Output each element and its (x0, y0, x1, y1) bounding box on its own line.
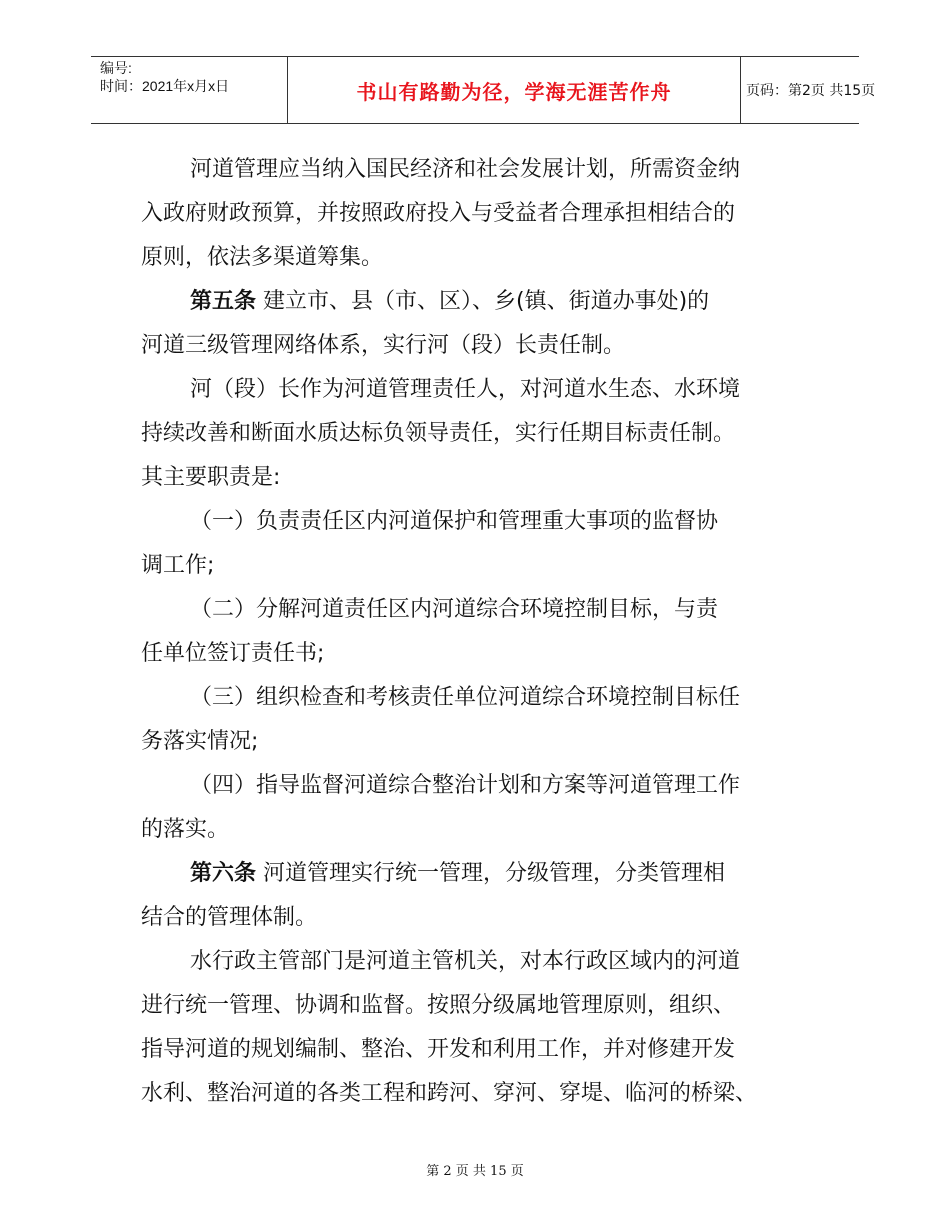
motto-text: 书山有路勤为径，学海无涯苦作舟 (356, 79, 672, 104)
body-line: 指导河道的规划编制、整治、开发和利用工作，并对修建开发 (141, 1037, 736, 1062)
article-5-line (190, 289, 709, 315)
body-line: 河道管理应当纳入国民经济和社会发展计划，所需资金纳 (190, 157, 741, 182)
body-line: 的落实。 (141, 817, 230, 842)
list-item-4: （四）指导监督河道综合整治计划和方案等河道管理工作 (190, 773, 741, 798)
list-item-2: （二）分解河道责任区内河道综合环境控制目标，与责 (190, 597, 719, 622)
body-line: 河道三级管理网络体系，实行河（段）长责任制。 (141, 333, 626, 358)
article-6-line (190, 861, 725, 887)
body-line: 水行政主管部门是河道主管机关，对本行政区域内的河道 (190, 949, 741, 974)
list-item-3: （三）组织检查和考核责任单位河道综合环境控制目标任 (190, 685, 741, 710)
body-line: 入政府财政预算，并按照政府投入与受益者合理承担相结合的 (141, 201, 736, 226)
body-line: 水利、整治河道的各类工程和跨河、穿河、穿堤、临河的桥梁、 (141, 1081, 758, 1106)
article-6-label: 第六条 (190, 861, 257, 886)
document-time-label: 时间：2021年x月x日 (100, 78, 230, 94)
body-line: 任单位签订责任书; (141, 641, 325, 666)
body-line: 原则，依法多渠道筹集。 (141, 245, 384, 270)
body-line: 河（段）长作为河道管理责任人，对河道水生态、水环境 (190, 377, 741, 402)
page-footer: 第 2 页 共 15 页 (426, 1164, 524, 1179)
body-line: 调工作; (141, 553, 215, 578)
document-number-label: 编号: (100, 60, 132, 76)
body-line: 其主要职责是: (141, 465, 281, 490)
article-5-text: 建立市、县（市、区）、乡(镇、街道办事处)的 (263, 289, 710, 314)
article-6-text: 河道管理实行统一管理，分级管理，分类管理相 (263, 861, 726, 886)
body-line: 结合的管理体制。 (141, 905, 318, 930)
body-line: 务落实情况; (141, 729, 259, 754)
list-item-1: （一）负责责任区内河道保护和管理重大事项的监督协 (190, 509, 719, 534)
header-page-info: 页码：第2页 共15页 (746, 83, 876, 99)
body-line: 持续改善和断面水质达标负领导责任，实行任期目标责任制。 (141, 421, 736, 446)
body-line: 进行统一管理、协调和监督。按照分级属地管理原则，组织、 (141, 993, 736, 1018)
article-5-label: 第五条 (190, 289, 257, 314)
